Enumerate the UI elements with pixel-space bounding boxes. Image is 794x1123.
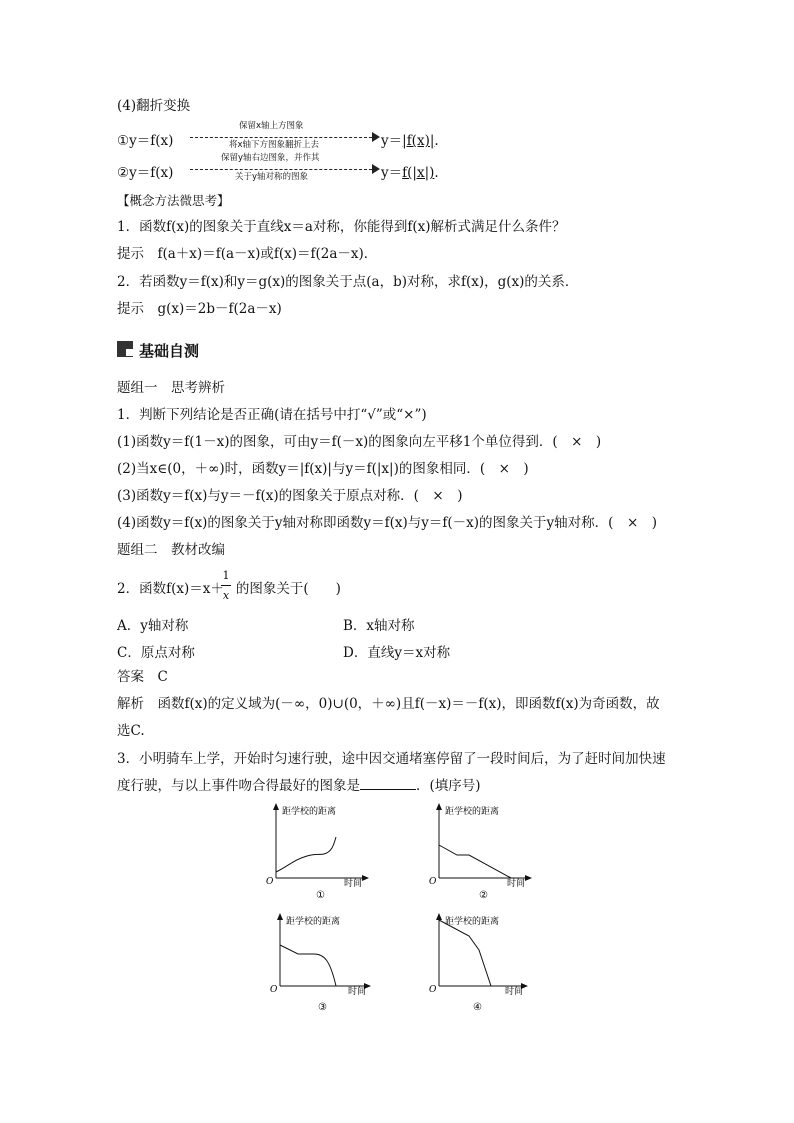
graph-2	[425, 800, 545, 902]
graph-3-curve	[280, 945, 336, 986]
graph-1-origin: O	[266, 877, 274, 887]
fold-row-1	[117, 123, 447, 153]
fold-row-2	[117, 155, 457, 185]
hint-1: 提示 f(a＋x)＝f(a－x)或f(x)＝f(2a－x)．	[117, 246, 378, 262]
answer: 答案 C	[117, 669, 168, 685]
judge-item-1: (1)函数y＝f(1－x)的图象，可由y＝f(－x)的图象向左平移1个单位得到．( × )	[117, 434, 602, 450]
fold2-lhs: ②y＝f(x)	[117, 165, 174, 181]
axis-arrow-icon	[277, 913, 283, 920]
graph-2-origin: O	[429, 877, 437, 887]
fold2-rhs: y＝f(|x|).	[381, 165, 439, 181]
fraction-denominator: x	[222, 589, 230, 602]
group-1-label: 题组一 思考辨析	[117, 380, 225, 396]
analysis-line-1: 解析 函数f(x)的定义域为(－∞，0)∪(0，＋∞)且f(－x)＝－f(x)，即函数f(x)为奇函数，故	[117, 696, 660, 712]
answer-blank	[360, 777, 416, 790]
judge-question: 1．判断下列结论是否正确(请在括号中打“√”或“×”)	[117, 407, 427, 423]
question-2b: 2．函数f(x)＝x＋ 的图象关于( )	[117, 581, 341, 597]
graph-2-caption: ②	[479, 890, 488, 901]
think-label: 【概念方法微思考】	[117, 193, 230, 208]
axis-arrow-icon	[436, 913, 442, 920]
question-3-line-1: 3．小明骑车上学，开始时匀速行驶，途中因交通堵塞停留了一段时间后，为了赶时间加快速	[117, 751, 666, 767]
fold1-rhs: y＝|f(x)|.	[381, 133, 439, 149]
graph-4-xlabel: 时间	[505, 987, 524, 997]
question-1: 1．函数f(x)的图象关于直线x＝a对称，你能得到f(x)解析式满足什么条件？	[117, 219, 566, 235]
fraction-numerator: 1	[222, 569, 230, 582]
graph-3-caption: ③	[318, 1002, 327, 1013]
graph-1-xlabel: 时间	[344, 879, 363, 889]
axis-arrow-icon	[525, 875, 532, 881]
judge-item-3: (3)函数y＝f(x)与y＝－f(x)的图象关于原点对称．( × )	[117, 488, 463, 504]
section-title: 基础自测	[139, 342, 200, 360]
fold1-lhs: ①y＝f(x)	[117, 133, 174, 149]
analysis-line-2: 选C.	[117, 723, 145, 739]
group-2-label: 题组二 教材改编	[117, 542, 225, 558]
option-c: C．原点对称	[117, 645, 195, 661]
fold2-top-label: 保留y轴右边图象，并作其	[221, 153, 320, 163]
graph-4	[425, 910, 545, 1016]
fraction-bar	[221, 585, 231, 586]
option-d: D．直线y＝x对称	[343, 645, 451, 661]
option-a: A．y轴对称	[117, 618, 189, 634]
option-b: B．x轴对称	[343, 618, 415, 634]
dashed-arrow-line	[190, 169, 372, 170]
section-square-notch	[126, 349, 133, 356]
graph-4-polyline	[439, 920, 491, 986]
question-3-line-2: 度行驶，与以上事件吻合得最好的图象是 ．(填序号)	[117, 778, 481, 794]
graph-2-polyline	[439, 845, 511, 878]
judge-item-4: (4)函数y＝f(x)的图象关于y轴对称即函数y＝f(x)与y＝f(－x)的图象关于y轴对称．( × )	[117, 515, 658, 531]
graph-3-ylabel: 距学校的距离	[286, 917, 341, 927]
fold1-bottom-label: 将x轴下方图象翻折上去	[229, 140, 320, 150]
graph-1-caption: ①	[316, 890, 325, 901]
arrow-head-icon	[372, 132, 380, 142]
graph-1	[262, 800, 382, 902]
axis-arrow-icon	[273, 803, 279, 810]
graph-2-xlabel: 时间	[507, 879, 526, 889]
dashed-arrow-line	[190, 137, 372, 138]
question-2: 2．若函数y＝f(x)和y＝g(x)的图象关于点(a，b)对称，求f(x)，g(x)的关系．	[117, 274, 579, 290]
judge-item-2: (2)当x∈(0，＋∞)时，函数y＝|f(x)|与y＝f(|x|)的图象相同．( × )	[117, 461, 529, 477]
arrow-head-icon	[372, 164, 380, 174]
hint-2: 提示 g(x)＝2b－f(2a－x)	[117, 301, 282, 317]
fold2-bottom-label: 关于y轴对称的图象	[235, 172, 309, 182]
graph-4-ylabel: 距学校的距离	[445, 917, 500, 927]
graph-1-ylabel: 距学校的距离	[282, 807, 337, 817]
graph-4-caption: ④	[473, 1002, 482, 1013]
graph-3-xlabel: 时间	[348, 987, 367, 997]
graph-3	[262, 910, 382, 1016]
fold1-top-label: 保留x轴上方图象	[239, 121, 304, 131]
graph-3-origin: O	[270, 985, 278, 995]
axis-arrow-icon	[362, 875, 369, 881]
axis-arrow-icon	[436, 803, 442, 810]
graph-4-origin: O	[429, 985, 437, 995]
graph-1-curve	[276, 837, 336, 872]
fold-header: (4)翻折变换	[117, 98, 191, 114]
graph-2-ylabel: 距学校的距离	[445, 807, 500, 817]
